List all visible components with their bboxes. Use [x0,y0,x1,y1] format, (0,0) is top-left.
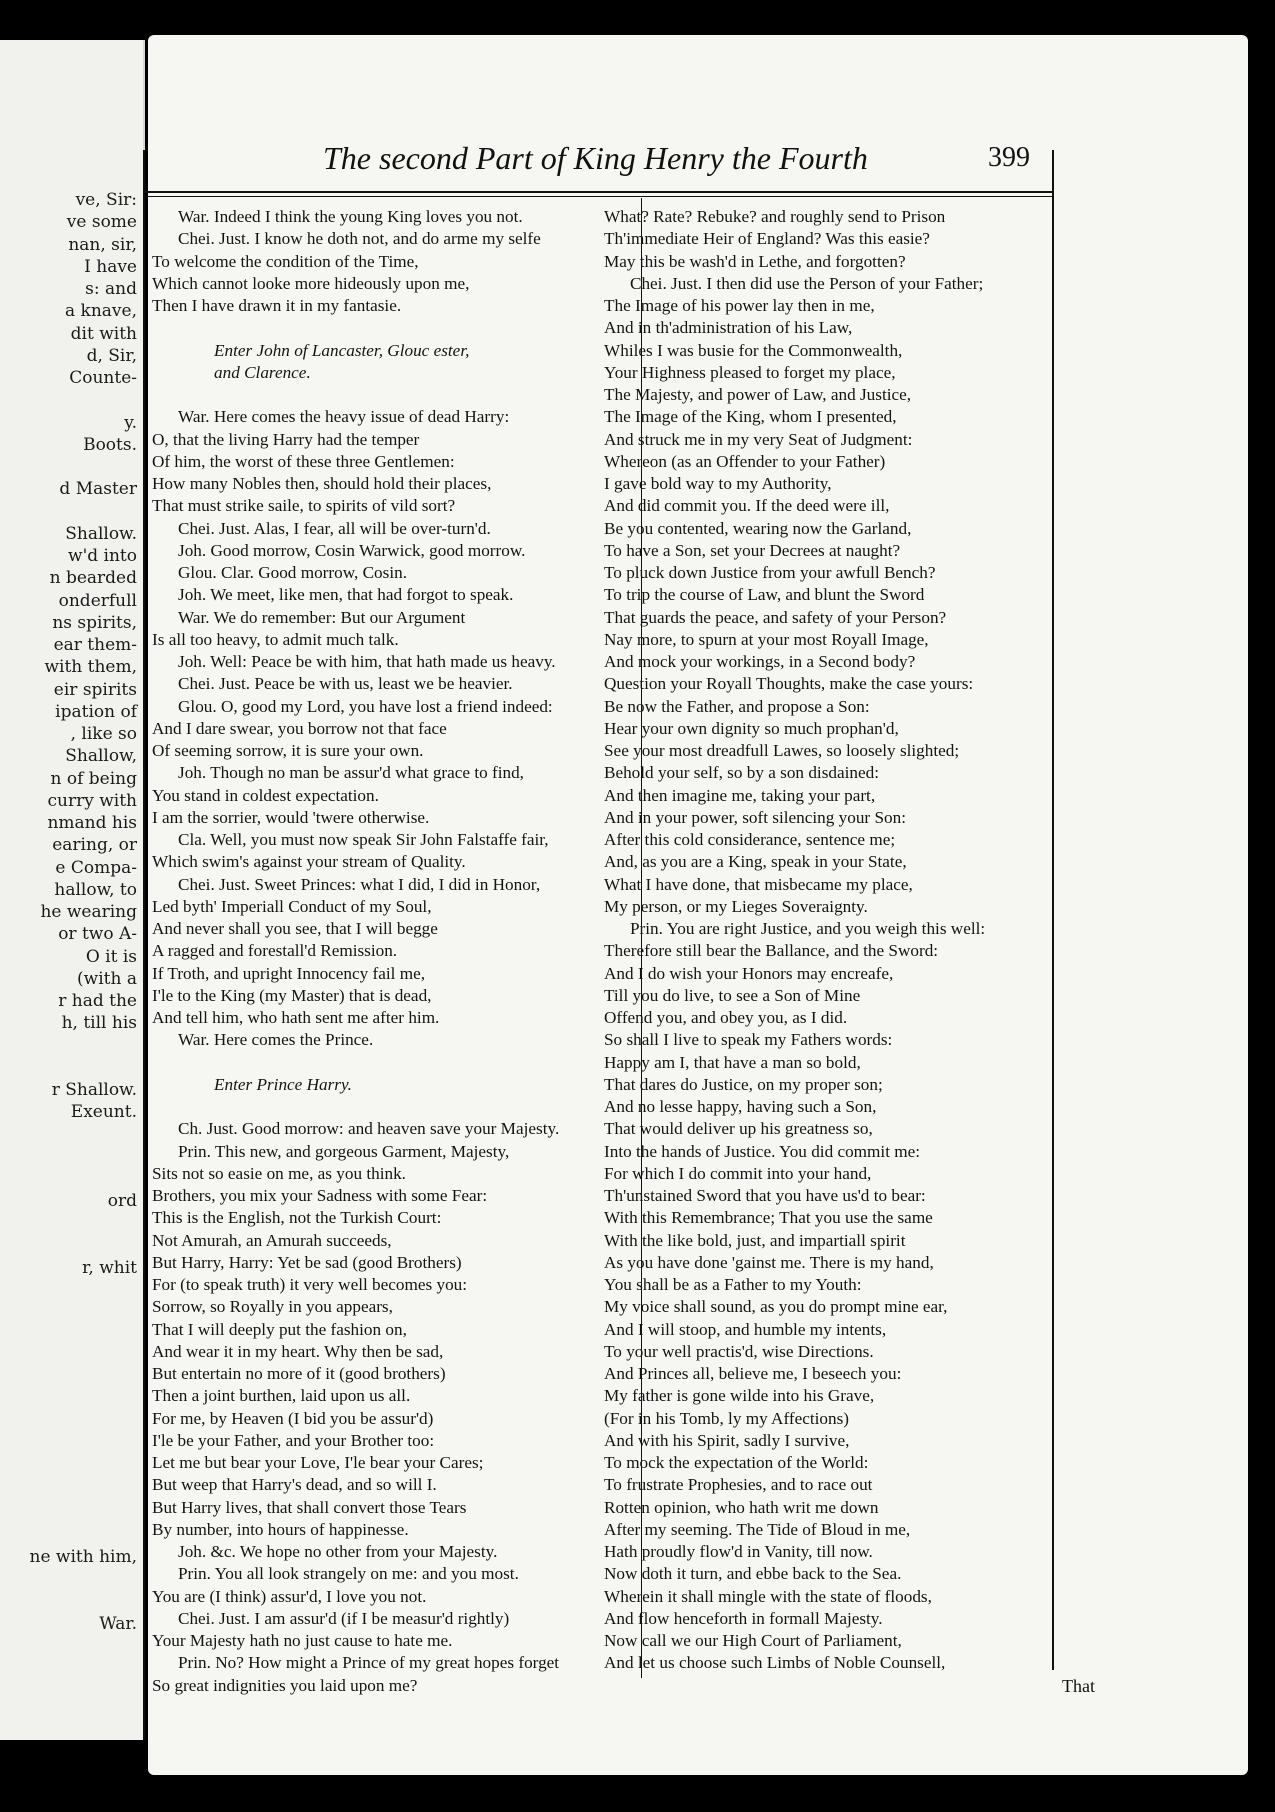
text-line: But Harry lives, that shall convert those Tears [152,1497,467,1517]
text-line: With the like bold, just, and impartiall spirit [604,1230,906,1250]
text-line: Whiles I was busie for the Commonwealth, [604,340,903,360]
text-line: Till you do live, to see a Son of Mine [604,985,861,1005]
text-line: And in th'administration of his Law, [604,318,853,338]
text-line: After this cold considerance, sentence me; [604,830,896,849]
text-line: Of him, the worst of these three Gentlemen: [152,451,455,471]
previous-page-line: a knave, [65,301,137,322]
previous-page-line: ipation of [55,701,137,722]
previous-page-line: War. [99,1614,137,1634]
text-line: Chei. Just. Alas, I fear, all will be over-turn'd. [178,518,491,538]
text-line: Glou. O, good my Lord, you have lost a friend indeed: [178,696,553,716]
text-line: Into the hands of Justice. You did commit me: [604,1141,921,1161]
text-line [152,384,559,406]
text-line: And never shall you see, that I will begge [152,919,438,938]
text-line: Not Amurah, an Amurah succeeds, [152,1230,392,1250]
text-line [152,1096,559,1118]
text-line: Joh. Though no man be assur'd what grace to find, [178,763,524,783]
header-rule-inner [143,196,1053,197]
text-line: Be now the Father, and propose a Son: [604,696,870,716]
previous-page-line: r Shallow. [51,1080,137,1100]
text-line: What? Rate? Rebuke? and roughly send to Prison [604,207,946,226]
right-frame-rule [1052,150,1054,1670]
text-line: To mock the expectation of the World: [604,1453,869,1472]
previous-page-line: d Master [59,479,137,500]
text-line: The Image of the King, whom I presented, [604,407,897,427]
text-line: See your most dreadfull Lawes, so loosely slighted; [604,741,960,760]
previous-page-line: ve some [66,212,137,233]
text-line: Nay more, to spurn at your most Royall Image, [604,629,929,649]
text-line: Your Highness pleased to forget my place, [604,362,896,382]
text-line: For which I do commit into your hand, [604,1163,872,1183]
text-line: For (to speak truth) it very well becomes you: [152,1275,468,1294]
text-line: Therefore still bear the Ballance, and the Sword: [604,941,939,961]
right-text-column [604,206,985,1675]
text-line: Brothers, you mix your Sadness with some Fear: [152,1186,488,1205]
text-line: You shall be as a Father to my Youth: [604,1275,862,1294]
text-line: Wherein it shall mingle with the state of floods, [604,1586,932,1606]
text-line: Happy am I, that have a man so bold, [604,1052,861,1072]
previous-page-line: Counte- [69,368,137,388]
text-line: Now doth it turn, and ebbe back to the Sea. [604,1564,902,1584]
text-line: And, as you are a King, speak in your State, [604,852,907,872]
text-line: Behold your self, so by a son disdained: [604,763,879,783]
text-line: Th'unstained Sword that you have us'd to bear: [604,1186,926,1205]
text-line: And let us choose such Limbs of Noble Counsell, [604,1653,946,1673]
previous-page-line: r had the [58,991,137,1011]
text-line: Sits not so easie on me, as you think. [152,1163,406,1183]
left-text-column [152,206,559,1697]
text-line: That guards the peace, and safety of your Person? [604,607,947,627]
text-line: Hear your own dignity so much prophan'd, [604,718,899,738]
previous-page-line: he wearing [40,902,137,922]
text-line: Ch. Just. Good morrow: and heaven save your Majesty. [178,1119,560,1139]
text-line: And mock your workings, in a Second body? [604,652,916,671]
text-line: And then imagine me, taking your part, [604,785,876,805]
text-line: And I dare swear, you borrow not that face [152,718,447,738]
text-line: Whereon (as an Offender to your Father) [604,451,886,471]
text-line: So great indignities you laid upon me? [152,1675,418,1695]
text-line: Then a joint burthen, laid upon us all. [152,1386,411,1406]
text-line [152,1052,559,1074]
previous-page-line: e Compa- [55,857,137,878]
page-title: The second Part of King Henry the Fourth [323,140,868,176]
text-line: If Troth, and upright Innocency fail me, [152,963,426,983]
page-number: 399 [988,142,1030,173]
previous-page-line: s: and [85,279,137,299]
previous-page-line: ne with him, [29,1547,137,1568]
previous-page-fragment [0,40,145,1740]
text-line: I gave bold way to my Authority, [604,474,832,493]
text-line: Prin. You all look strangely on me: and you most. [178,1564,519,1584]
previous-page-line: r, whit [82,1258,137,1278]
previous-page-line: (with a [77,968,137,989]
catchword: That [1062,1676,1095,1696]
text-line: Chei. Just. Peace be with us, least we be heavier. [178,674,513,694]
text-line: And tell him, who hath sent me after him. [152,1008,440,1027]
text-line: I'le be your Father, and your Brother too: [152,1430,435,1450]
previous-page-line: nmand his [47,813,137,833]
previous-page-line: Exeunt. [70,1102,137,1123]
previous-page-line: w'd into [68,546,137,566]
text-line: You stand in coldest expectation. [152,785,379,805]
text-line: Offend you, and obey you, as I did. [604,1008,848,1027]
text-line: So shall I live to speak my Fathers words: [604,1030,893,1050]
text-line: To pluck down Justice from your awfull Bench? [604,563,936,582]
text-line: To frustrate Prophesies, and to race out [604,1475,873,1495]
text-line: My voice shall sound, as you do prompt mine ear, [604,1297,948,1317]
previous-page-line: ve, Sir: [75,190,137,210]
text-line: Joh. Well: Peace be with him, that hath made us heavy. [178,652,556,671]
text-line: I'le to the King (my Master) that is dead, [152,985,432,1005]
text-line: My father is gone wilde into his Grave, [604,1386,875,1406]
text-line: And wear it in my heart. Why then be sad, [152,1341,444,1361]
previous-page-line: d, Sir, [86,345,137,366]
text-line: Chei. Just. I know he doth not, and do arme my selfe [178,229,541,249]
previous-page-line: nan, sir, [68,234,137,255]
text-line: The Majesty, and power of Law, and Justice, [604,385,912,404]
text-line: To trip the course of Law, and blunt the Sword [604,585,925,605]
text-line: Prin. This new, and gorgeous Garment, Majesty, [178,1141,510,1161]
previous-page-line: h, till his [61,1013,137,1034]
text-line: Enter John of Lancaster, Glouc ester, [214,340,470,360]
text-line: Sorrow, so Royally in you appears, [152,1297,393,1317]
text-line: Question your Royall Thoughts, make the case yours: [604,674,974,694]
text-line: For me, by Heaven (I bid you be assur'd) [152,1408,434,1428]
text-line: War. Here comes the Prince. [178,1030,374,1050]
text-line: But entertain no more of it (good brothers) [152,1364,446,1383]
text-line: Chei. Just. I then did use the Person of your Father; [630,273,984,293]
text-line: Is all too heavy, to admit much talk. [152,629,399,649]
previous-page-line: curry with [47,790,137,811]
running-header [143,112,1041,192]
text-line: And with his Spirit, sadly I survive, [604,1430,850,1450]
text-line: That dares do Justice, on my proper son; [604,1074,883,1094]
text-line: Hath proudly flow'd in Vanity, till now. [604,1542,873,1561]
previous-page-line: Shallow, [65,746,137,767]
text-line: But weep that Harry's dead, and so will I. [152,1475,437,1495]
text-line: Chei. Just. I am assur'd (if I be measur'd rightly) [178,1608,510,1628]
text-line: The Image of his power lay then in me, [604,296,875,315]
text-line: Let me but bear your Love, I'le bear your Cares; [152,1453,484,1472]
text-line: To your well practis'd, wise Directions. [604,1341,874,1361]
text-line: Be you contented, wearing now the Garland, [604,518,912,538]
text-line: What I have done, that misbecame my place, [604,874,913,894]
text-line: Joh. We meet, like men, that had forgot to speak. [178,585,514,605]
previous-page-line: Shallow. [65,523,137,544]
text-line: Which swim's against your stream of Quality. [152,852,466,872]
text-line: Glou. Clar. Good morrow, Cosin. [178,563,408,582]
text-line: Led byth' Imperiall Conduct of my Soul, [152,896,432,916]
text-line: Enter Prince Harry. [214,1074,352,1094]
previous-page-line: y. [124,412,137,433]
previous-page-line: hallow, to [54,879,137,900]
text-line: Prin. No? How might a Prince of my great hopes forget [178,1653,560,1673]
text-line: Joh. &c. We hope no other from your Majesty. [178,1542,498,1561]
text-line: Cla. Well, you must now speak Sir John Falstaffe fair, [178,830,549,849]
previous-page-line: n of being [50,768,137,789]
text-line: And Princes all, believe me, I beseech you: [604,1364,902,1383]
text-line: Which cannot looke more hideously upon me, [152,273,470,293]
text-line: I am the sorrier, would 'twere otherwise. [152,807,430,827]
text-line: Prin. You are right Justice, and you weigh this well: [630,919,986,938]
text-line: That must strike saile, to spirits of vild sort? [152,496,456,516]
text-line: Th'immediate Heir of England? Was this easie? [604,229,930,249]
previous-page-line: eir spirits [53,679,137,700]
text-line: And in your power, soft silencing your Son: [604,807,906,827]
previous-page-line: Boots. [83,434,137,455]
text-line: (For in his Tomb, ly my Affections) [604,1408,849,1428]
text-line: To have a Son, set your Decrees at naught? [604,540,901,560]
text-line: By number, into hours of happinesse. [152,1519,409,1539]
previous-page-line: ear them- [53,635,137,655]
text-line: To welcome the condition of the Time, [152,251,419,271]
previous-page-line: n bearded [49,568,137,589]
text-line: That would deliver up his greatness so, [604,1119,873,1139]
text-line: You are (I think) assur'd, I love you not. [152,1586,427,1606]
left-frame-rule [143,150,145,1740]
previous-page-line: I have [84,256,137,277]
previous-page-line: onderfull [58,590,137,611]
text-line: But Harry, Harry: Yet be sad (good Brothers) [152,1252,462,1272]
previous-page-line: ns spirits, [52,612,137,633]
previous-page-line: , like so [70,724,137,744]
text-line: War. We do remember: But our Argument [178,607,466,627]
text-line: And struck me in my very Seat of Judgment: [604,429,913,449]
previous-page-line: earing, or [52,835,137,856]
previous-page-line: or two A- [58,924,137,945]
text-line: War. Here comes the heavy issue of dead Harry: [178,407,510,427]
text-line: and Clarence. [214,362,311,382]
previous-page-line: with them, [44,657,137,678]
text-line: Your Majesty hath no just cause to hate me. [152,1631,453,1650]
text-line: And I will stoop, and humble my intents, [604,1319,887,1339]
text-line: Now call we our High Court of Parliament, [604,1631,902,1650]
text-line: My person, or my Lieges Soveraignty. [604,896,868,916]
text-line: A ragged and forestall'd Remission. [152,941,398,961]
text-line: And no lesse happy, having such a Son, [604,1097,877,1116]
text-line: As you have done 'gainst me. There is my hand, [604,1252,934,1272]
text-line: And flow henceforth in formall Majesty. [604,1608,883,1628]
text-line: With this Remembrance; That you use the same [604,1208,933,1228]
text-line: Joh. Good morrow, Cosin Warwick, good morrow. [178,540,526,560]
previous-page-line: ord [107,1191,137,1212]
text-line: O, that the living Harry had the temper [152,429,420,449]
text-line: This is the English, not the Turkish Court: [152,1208,442,1228]
text-line: Chei. Just. Sweet Princes: what I did, I did in Honor, [178,874,541,894]
text-line: After my seeming. The Tide of Bloud in me, [604,1519,911,1539]
text-line: And I do wish your Honors may encreafe, [604,963,894,983]
text-line: Then I have drawn it in my fantasie. [152,296,402,315]
text-line: War. Indeed I think the young King loves you not. [178,207,523,226]
text-line: May this be wash'd in Lethe, and forgotten? [604,251,906,271]
previous-page-line: O it is [85,946,137,967]
header-rule [143,191,1053,193]
text-line: Rotten opinion, who hath writ me down [604,1497,879,1517]
text-line: That I will deeply put the fashion on, [152,1319,407,1339]
text-line: How many Nobles then, should hold their places, [152,474,492,493]
text-line: And did commit you. If the deed were ill, [604,496,890,516]
previous-page-line: dit with [70,323,137,344]
text-line [152,317,559,339]
text-line: Of seeming sorrow, it is sure your own. [152,741,424,760]
